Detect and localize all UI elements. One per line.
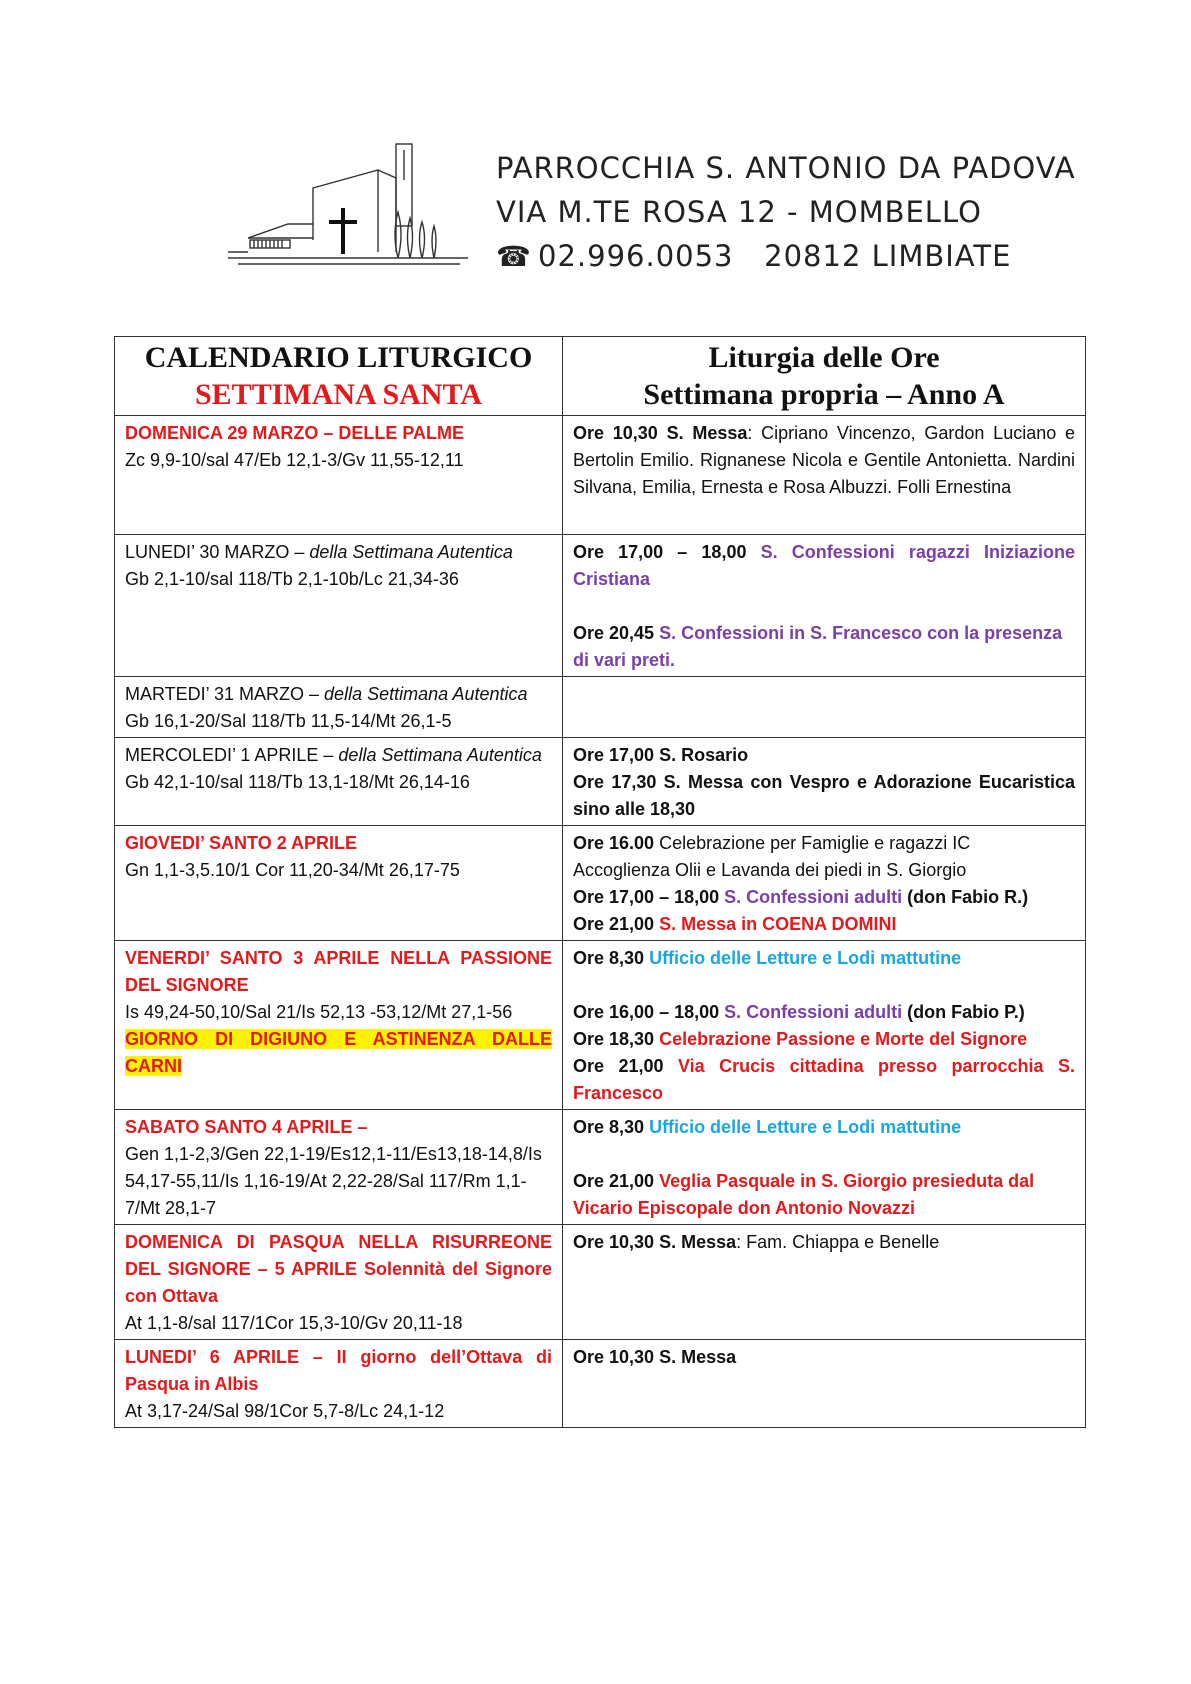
- event: Ore 21,00 S. Messa in COENA DOMINI: [573, 914, 897, 934]
- table-row: [115, 535, 1086, 677]
- parish-city: 20812 LIMBIATE: [764, 239, 1012, 273]
- event: [573, 420, 1075, 501]
- table-row: [115, 1340, 1086, 1428]
- event: Ore 8,30 Ufficio delle Letture e Lodi mattutine: [573, 948, 962, 968]
- readings: At 3,17-24/Sal 98/1Cor 5,7-8/Lc 24,1-12: [125, 1401, 445, 1421]
- day-title: MERCOLEDI’ 1 APRILE – della Settimana Autentica: [125, 745, 542, 765]
- parish-name: PARROCCHIA S. ANTONIO DA PADOVA: [496, 151, 1076, 185]
- day-title: VENERDI’ SANTO 3 APRILE NELLA PASSIONE DEL SIGNORE: [125, 948, 552, 995]
- events-cell: [563, 416, 1086, 535]
- table-row: [115, 826, 1086, 941]
- fasting-note: GIORNO DI DIGIUNO E ASTINENZA DALLE CARNI: [125, 1029, 552, 1076]
- event: Ore 17,30 S. Messa con Vespro e Adorazione Eucaristica sino alle 18,30: [573, 772, 1075, 819]
- readings: Gb 16,1-20/Sal 118/Tb 11,5-14/Mt 26,1-5: [125, 711, 452, 731]
- events-cell: [563, 826, 1086, 941]
- table-row: [115, 738, 1086, 826]
- table-row: [115, 677, 1086, 738]
- event-time: Ore 10,30 S. Messa: [573, 423, 748, 443]
- table-header-row: [115, 337, 1086, 416]
- readings: At 1,1-8/sal 117/1Cor 15,3-10/Gv 20,11-18: [125, 1313, 463, 1333]
- col2-subtitle: Settimana propria – Anno A: [643, 378, 1005, 411]
- table-row: [115, 941, 1086, 1110]
- event: [573, 620, 1075, 674]
- events-cell: [563, 941, 1086, 1110]
- event: Ore 21,00 Veglia Pasquale in S. Giorgio presieduta dal Vicario Episcopale don Antonio Novazzi: [573, 1171, 1035, 1218]
- events-cell: [563, 738, 1086, 826]
- day-cell: [115, 941, 563, 1110]
- day-title: SABATO SANTO 4 APRILE –: [125, 1117, 368, 1137]
- event: Ore 17,00 – 18,00 S. Confessioni adulti (don Fabio R.): [573, 887, 1029, 907]
- events-cell: [563, 677, 1086, 738]
- day-title: GIOVEDI’ SANTO 2 APRILE: [125, 833, 358, 853]
- event: Accoglienza Olii e Lavanda dei piedi in S. Giorgio: [573, 860, 967, 880]
- parish-phone: 02.996.0053: [538, 239, 734, 273]
- day-title: DOMENICA 29 MARZO – DELLE PALME: [125, 423, 465, 443]
- parish-info: [496, 146, 1076, 279]
- event-text: : Cipriano Vincenzo, Gardon Luciano e Bertolin Emilio. Rignanese Nicola e Gentile Antonietta. Nardini Silvana, Emilia, Ernesta e Rosa Albuzzi. Folli Ernestina: [573, 423, 1075, 497]
- table-row: [115, 416, 1086, 535]
- events-cell: [563, 1225, 1086, 1340]
- events-cell: [563, 535, 1086, 677]
- readings: Gn 1,1-3,5.10/1 Cor 11,20-34/Mt 26,17-75: [125, 860, 460, 880]
- readings: Gen 1,1-2,3/Gen 22,1-19/Es12,1-11/Es13,18-14,8/Is 54,17-55,11/Is 1,16-19/At 2,22-28/Sal 117/Rm 1,1-7/Mt 28,1-7: [125, 1144, 542, 1218]
- liturgical-calendar-table: [114, 336, 1086, 1428]
- parish-address: VIA M.TE ROSA 12 - MOMBELLO: [496, 195, 982, 229]
- event-time: Ore 20,45: [573, 623, 655, 643]
- event: Ore 8,30 Ufficio delle Letture e Lodi mattutine: [573, 1117, 962, 1137]
- day-cell: [115, 416, 563, 535]
- col1-header: [115, 337, 563, 416]
- parish-contact: [496, 234, 1076, 279]
- event-text: S. Confessioni in S. Francesco con la presenza di vari preti.: [573, 623, 1063, 670]
- readings: Gb 42,1-10/sal 118/Tb 13,1-18/Mt 26,14-16: [125, 772, 470, 792]
- day-cell: [115, 826, 563, 941]
- day-title: LUNEDI’ 6 APRILE – II giorno dell’Ottava di Pasqua in Albis: [125, 1347, 552, 1394]
- event: [573, 539, 1075, 593]
- day-cell: [115, 535, 563, 677]
- col2-title: Liturgia delle Ore: [708, 341, 940, 374]
- day-cell: [115, 738, 563, 826]
- event: Ore 16,00 – 18,00 S. Confessioni adulti (don Fabio P.): [573, 1002, 1025, 1022]
- col1-title: CALENDARIO LITURGICO: [144, 341, 533, 374]
- readings: Is 49,24-50,10/Sal 21/Is 52,13 -53,12/Mt 27,1-56: [125, 1002, 513, 1022]
- event: Ore 18,30 Celebrazione Passione e Morte del Signore: [573, 1029, 1028, 1049]
- church-logo-icon: [228, 140, 468, 275]
- readings: Zc 9,9-10/sal 47/Eb 12,1-3/Gv 11,55-12,11: [125, 450, 464, 470]
- event: Ore 10,30 S. Messa: Fam. Chiappa e Benelle: [573, 1232, 940, 1252]
- event: Ore 17,00 S. Rosario: [573, 745, 749, 765]
- events-cell: [563, 1110, 1086, 1225]
- event: Ore 21,00 Via Crucis cittadina presso parrocchia S. Francesco: [573, 1056, 1075, 1103]
- events-cell: [563, 1340, 1086, 1428]
- day-cell: [115, 1225, 563, 1340]
- table-row: [115, 1225, 1086, 1340]
- event: Ore 16.00 Celebrazione per Famiglie e ragazzi IC: [573, 833, 971, 853]
- parish-header: [228, 140, 1076, 275]
- day-cell: [115, 677, 563, 738]
- day-title: LUNEDI’ 30 MARZO – della Settimana Autentica: [125, 542, 513, 562]
- readings: Gb 2,1-10/sal 118/Tb 2,1-10b/Lc 21,34-36: [125, 569, 459, 589]
- col2-header: [563, 337, 1086, 416]
- table-row: [115, 1110, 1086, 1225]
- day-title: DOMENICA DI PASQUA NELLA RISURREONE DEL SIGNORE – 5 APRILE Solennità del Signore con Ottava: [125, 1232, 552, 1306]
- day-cell: [115, 1340, 563, 1428]
- day-cell: [115, 1110, 563, 1225]
- day-title: MARTEDI’ 31 MARZO – della Settimana Autentica: [125, 684, 528, 704]
- phone-icon: ☎: [496, 240, 532, 273]
- event-time: Ore 17,00 – 18,00: [573, 542, 747, 562]
- event: Ore 10,30 S. Messa: [573, 1347, 737, 1367]
- col1-subtitle: SETTIMANA SANTA: [194, 378, 482, 411]
- event-text: S. Confessioni ragazzi Iniziazione Cristiana: [573, 542, 1075, 589]
